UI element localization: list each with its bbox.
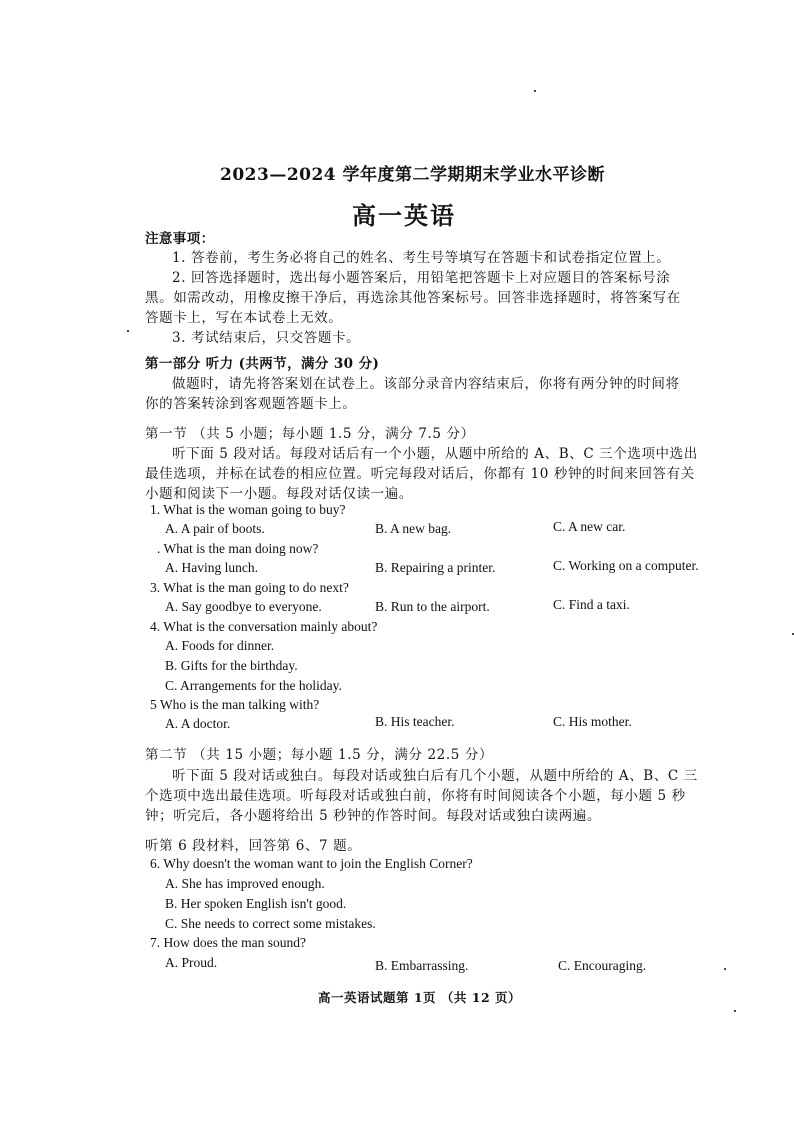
- question-5-option-b: B. His teacher.: [375, 714, 455, 729]
- section1-heading: 第一节 （共 5 小题；每小题 1.5 分，满分 7.5 分）: [145, 426, 475, 442]
- question-7-stem: 7. How does the man sound?: [150, 935, 306, 950]
- note-1: 1. 答卷前，考生务必将自己的姓名、考生号等填写在答题卡和试卷指定位置上。: [172, 250, 671, 266]
- section2-intro-line-3: 钟；听完后，各小题将给出 5 秒钟的作答时间。每段对话或独白读两遍。: [145, 808, 602, 824]
- note-2-line-1: 2. 回答选择题时，选出每小题答案后，用铅笔把答题卡上对应题目的答案标号涂: [172, 270, 671, 286]
- question-6-option-c: C. She needs to correct some mistakes.: [165, 916, 376, 931]
- question-6-option-a: A. She has improved enough.: [165, 876, 325, 891]
- material-6-heading: 听第 6 段材料，回答第 6、7 题。: [145, 838, 362, 854]
- note-3: 3. 考试结束后，只交答题卡。: [172, 330, 361, 346]
- question-4-option-c: C. Arrangements for the holiday.: [165, 678, 342, 693]
- section2-intro-line-1: 听下面 5 段对话或独白。每段对话或独白后有几个小题，从题中所给的 A、B、C 三: [172, 768, 698, 784]
- question-7-option-b: B. Embarrassing.: [375, 958, 469, 973]
- question-7-option-a: A. Proud.: [165, 955, 218, 970]
- question-2-option-b: B. Repairing a printer.: [375, 560, 496, 575]
- question-6-stem: 6. Why doesn't the woman want to join the English Corner?: [150, 856, 473, 871]
- question-4-option-a: A. Foods for dinner.: [165, 638, 275, 653]
- part1-heading: 第一部分 听力 (共两节，满分 30 分): [145, 356, 380, 372]
- section1-intro-line-2: 最佳选项，并标在试卷的相应位置。听完每段对话后，你都有 10 秒钟的时间来回答有关: [145, 466, 695, 482]
- section1-intro-line-3: 小题和阅读下一小题。每段对话仅读一遍。: [145, 486, 413, 502]
- scan-speck: [127, 330, 129, 332]
- scan-speck: [734, 1010, 736, 1012]
- question-3-option-a: A. Say goodbye to everyone.: [165, 599, 322, 614]
- question-2-option-a: A. Having lunch.: [165, 560, 258, 575]
- notes-heading: 注意事项：: [145, 231, 215, 247]
- part1-intro-line-1: 做题时，请先将答案划在试卷上。该部分录音内容结束后，你将有两分钟的时间将: [172, 376, 680, 392]
- question-3-option-c: C. Find a taxi.: [553, 597, 630, 612]
- question-6-option-b: B. Her spoken English isn't good.: [165, 896, 347, 911]
- section2-intro-line-2: 个选项中选出最佳选项。听每段对话或独白前，你将有时间阅读各个小题，每小题 5 秒: [145, 788, 686, 804]
- section1-intro-line-1: 听下面 5 段对话。每段对话后有一个小题，从题中所给的 A、B、C 三个选项中选出: [172, 446, 698, 462]
- note-2-line-2: 黑。如需改动，用橡皮擦干净后，再选涂其他答案标号。回答非选择题时，将答案写在: [145, 290, 681, 306]
- question-3-stem: 3. What is the man going to do next?: [150, 580, 349, 595]
- question-5-stem: 5 Who is the man talking with?: [150, 697, 320, 712]
- exam-title: 2023—2024 学年度第二学期期末学业水平诊断: [220, 165, 606, 185]
- section2-heading: 第二节 （共 15 小题；每小题 1.5 分，满分 22.5 分）: [145, 747, 494, 763]
- question-4-option-b: B. Gifts for the birthday.: [165, 658, 298, 673]
- scan-speck: [534, 90, 536, 92]
- part1-intro-line-2: 你的答案转涂到客观题答题卡上。: [145, 396, 357, 412]
- page-footer: 高一英语试题第 1页 （共 12 页）: [318, 990, 522, 1005]
- scan-speck: [724, 968, 726, 970]
- exam-subject: 高一英语: [352, 201, 456, 230]
- note-2-line-3: 答题卡上，写在本试卷上无效。: [145, 310, 343, 326]
- question-4-stem: 4. What is the conversation mainly about?: [150, 619, 378, 634]
- question-1-stem: 1. What is the woman going to buy?: [150, 502, 346, 517]
- question-1-option-a: A. A pair of boots.: [165, 521, 265, 536]
- question-5-option-a: A. A doctor.: [165, 716, 231, 731]
- question-2-option-c: C. Working on a computer.: [553, 558, 699, 573]
- question-3-option-b: B. Run to the airport.: [375, 599, 490, 614]
- question-1-option-b: B. A new bag.: [375, 521, 452, 536]
- question-1-option-c: C. A new car.: [553, 519, 626, 534]
- question-2-stem: . What is the man doing now?: [157, 541, 319, 556]
- question-5-option-c: C. His mother.: [553, 714, 632, 729]
- question-7-option-c: C. Encouraging.: [558, 958, 647, 973]
